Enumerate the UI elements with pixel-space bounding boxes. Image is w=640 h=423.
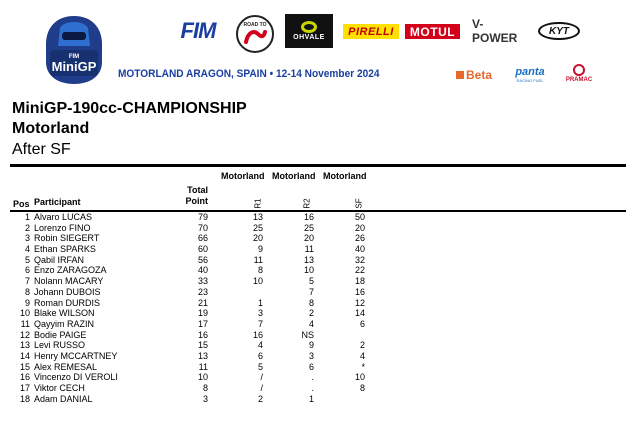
sf-cell: 14 (354, 308, 365, 319)
total-cell: 10 (197, 372, 208, 383)
r1-cell: 10 (252, 276, 263, 287)
pos-cell: 6 (24, 265, 30, 276)
r2-cell: 16 (303, 212, 314, 222)
pos-cell: 5 (24, 254, 30, 265)
r2-cell: 11 (304, 244, 314, 255)
participant-cell: Vincenzo DI VEROLI (34, 372, 118, 383)
table-row (0, 212, 640, 223)
participant-cell: Alvaro LUCAS (34, 212, 93, 222)
table-row (0, 383, 640, 394)
pos-cell: 18 (19, 393, 30, 404)
svg-text:FIM: FIM (68, 54, 80, 60)
pos-cell: 2 (24, 222, 30, 233)
r2-header: R2 (302, 198, 312, 209)
venue-header-3: Motorland (323, 171, 367, 181)
table-row (0, 394, 640, 405)
r1-header: R1 (253, 198, 263, 209)
sf-cell: 20 (354, 222, 365, 233)
table-row (0, 330, 640, 341)
sf-cell: 6 (359, 318, 365, 329)
r1-cell: 9 (257, 244, 263, 255)
r2-cell: 4 (308, 318, 314, 329)
pos-cell: 1 (24, 212, 30, 222)
venue-header-1: Motorland (221, 171, 265, 181)
r2-cell: . (311, 372, 314, 383)
total-cell: 60 (197, 244, 208, 255)
table-row (0, 340, 640, 351)
pos-cell: 11 (20, 318, 30, 329)
participant-cell: Adam DANIAL (34, 393, 93, 404)
r1-cell: 3 (257, 308, 263, 319)
sf-cell: 8 (359, 383, 365, 393)
r1-cell: / (260, 383, 263, 393)
table-row (0, 351, 640, 362)
pos-header: Pos (13, 199, 30, 209)
sf-cell: 26 (354, 233, 365, 244)
total-cell: 13 (197, 350, 208, 361)
participant-cell: Qayyim RAZIN (34, 318, 95, 329)
r2-cell: 7 (308, 286, 314, 297)
r2-cell: 1 (308, 393, 314, 404)
pos-cell: 15 (19, 361, 30, 372)
participant-cell: Levi RUSSO (34, 340, 86, 351)
participant-cell: Lorenzo FINO (34, 222, 91, 233)
sf-cell: 40 (354, 244, 365, 255)
r2-cell: 3 (308, 350, 314, 361)
r2-cell: 10 (303, 265, 314, 276)
r2-cell: 13 (303, 254, 314, 265)
participant-cell: Robin SIEGERT (34, 233, 100, 244)
table-row (0, 319, 640, 330)
participant-cell: Enzo ZARAGOZA (34, 265, 107, 276)
r1-cell: / (260, 372, 263, 383)
r2-cell: 20 (303, 233, 314, 244)
fim-logo: FIM (180, 18, 216, 43)
pos-cell: 14 (19, 350, 30, 361)
pos-cell: 3 (24, 233, 30, 244)
r2-cell: 5 (308, 276, 314, 287)
title-divider (10, 164, 626, 167)
total-cell: 56 (197, 254, 208, 265)
r1-cell: 8 (257, 265, 263, 276)
sf-cell: 12 (354, 297, 365, 308)
pos-cell: 4 (24, 244, 30, 255)
participant-cell: Nolann MACARY (34, 276, 104, 287)
total-header: Total Point (185, 185, 208, 206)
championship-title: MiniGP-190cc-CHAMPIONSHIP (12, 100, 247, 117)
sf-cell: 2 (359, 340, 365, 351)
participant-cell: Viktor CECH (34, 383, 85, 393)
total-cell: 23 (197, 286, 208, 297)
total-cell: 79 (197, 212, 208, 222)
beta-logo: Beta (456, 68, 502, 82)
table-row (0, 255, 640, 266)
ohvale-ring-icon (301, 21, 317, 33)
sf-cell: 18 (354, 276, 365, 287)
r1-cell: 4 (257, 340, 263, 351)
total-cell: 33 (197, 276, 208, 287)
total-cell: 21 (197, 297, 208, 308)
sf-cell: 16 (354, 286, 365, 297)
participant-cell: Henry MCCARTNEY (34, 350, 118, 361)
pos-cell: 10 (19, 308, 30, 319)
r1-cell: 11 (253, 254, 263, 265)
r2-cell: 25 (303, 222, 314, 233)
table-row (0, 265, 640, 276)
table-row (0, 276, 640, 287)
participant-cell: Bodie PAIGE (34, 329, 87, 340)
venue-header-2: Motorland (272, 171, 316, 181)
table-row (0, 287, 640, 298)
r1-cell: 6 (257, 350, 263, 361)
sf-cell: * (361, 361, 365, 372)
svg-text:ROAD TO: ROAD TO (243, 22, 267, 28)
total-cell: 40 (197, 265, 208, 276)
pos-cell: 16 (19, 372, 30, 383)
sf-cell: 22 (354, 265, 365, 276)
r2-cell: 2 (308, 308, 314, 319)
pos-cell: 13 (19, 340, 30, 351)
total-cell: 8 (202, 383, 208, 393)
pos-cell: 17 (19, 383, 30, 393)
r2-cell: . (311, 383, 314, 393)
participant-cell: Johann DUBOIS (34, 286, 101, 297)
venue-title: Motorland (12, 120, 90, 137)
total-cell: 17 (197, 318, 208, 329)
total-cell: 3 (202, 393, 208, 404)
table-row (0, 223, 640, 234)
total-cell: 70 (197, 222, 208, 233)
pramac-logo: PRAMAC (562, 64, 596, 88)
pos-cell: 12 (19, 329, 30, 340)
participant-cell: Qabil IRFAN (34, 254, 85, 265)
vpower-logo: V-POWER (472, 17, 518, 45)
r2-cell: NS (301, 329, 314, 340)
r1-cell: 7 (257, 318, 263, 329)
venue-headers (221, 171, 374, 181)
total-cell: 15 (197, 340, 208, 351)
road-to-motogp-logo (234, 14, 276, 54)
sf-cell: 10 (354, 372, 365, 383)
participant-cell: Alex REMESAL (34, 361, 98, 372)
participant-header: Participant (34, 197, 81, 207)
r1-cell: 2 (257, 393, 263, 404)
pirelli-logo: PIRELLI (343, 24, 399, 39)
pos-cell: 7 (24, 276, 30, 287)
kyt-logo: KYT (538, 22, 580, 40)
table-row (0, 298, 640, 309)
table-row (0, 244, 640, 255)
pramac-circle-icon (573, 64, 585, 76)
sf-header: SF (354, 198, 364, 209)
minigp-logo (42, 14, 106, 86)
table-row (0, 233, 640, 244)
sf-cell: 4 (359, 350, 365, 361)
pos-cell: 8 (24, 286, 30, 297)
r2-cell: 8 (308, 297, 314, 308)
minigp-helmet-icon (42, 14, 106, 86)
r1-cell: 16 (252, 329, 263, 340)
total-cell: 66 (197, 233, 208, 244)
table-row (0, 308, 640, 319)
participant-cell: Ethan SPARKS (34, 244, 96, 255)
total-cell: 19 (197, 308, 208, 319)
participant-cell: Blake WILSON (34, 308, 95, 319)
participant-cell: Roman DURDIS (34, 297, 101, 308)
ohvale-logo: OHVALE (285, 14, 333, 48)
table-row (0, 372, 640, 383)
total-cell: 16 (197, 329, 208, 340)
beta-square-icon (456, 71, 464, 79)
r1-cell: 20 (252, 233, 263, 244)
r1-cell: 25 (252, 222, 263, 233)
r2-cell: 9 (308, 340, 314, 351)
r2-cell: 6 (308, 361, 314, 372)
panta-logo: panta RACING FUEL (515, 66, 545, 83)
total-cell: 11 (198, 361, 208, 372)
table-row (0, 362, 640, 373)
sf-cell: 50 (354, 212, 365, 222)
pos-cell: 9 (24, 297, 30, 308)
motul-logo: MOTUL (405, 24, 460, 39)
r1-cell: 1 (257, 297, 263, 308)
r1-cell: 13 (252, 212, 263, 222)
event-info: MOTORLAND ARAGON, SPAIN • 12-14 November 2024 (118, 68, 380, 80)
r1-cell: 5 (257, 361, 263, 372)
session-title: After SF (12, 141, 71, 158)
svg-text:MiniGP: MiniGP (51, 59, 97, 74)
standings-table-body (0, 212, 640, 404)
sf-cell: 32 (354, 254, 365, 265)
